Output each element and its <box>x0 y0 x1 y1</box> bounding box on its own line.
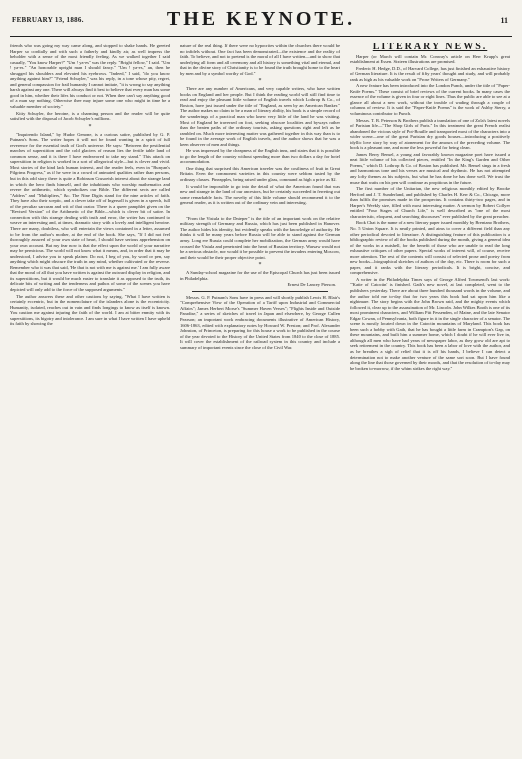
paragraph: "From the Vistula to the Dnieper" is the title of an important work on the relative military strength of Germany and Russia, which has just been published in Hanover. The author hides his identity, but evidently speaks with the knowledge of authority. He thinks it will be many years before Russia will be able to stand against the German army. Long ere Russia could complete her mobilization, the German army would have crossed the Vistula and penetrated into the heart of Russian territory. Warsaw would not be a serious obstacle, nor would it be possible to prevent the invaders entering Moscow, and their would be their proper objective point. <box>180 215 340 260</box>
paragraph: The author answers these and other cautions by saying, "What I have written is certainly eccentric, but in the nomenclature of the islanders alone is the eccentricity. Humanity, isolated, reaches out in vain and finds longings to know as itself is known. You caution me against injuring the faith of the world. I am at bitter enmity with its superstitions, its bigotry and intolerance. I am sure in what I have written I have upheld its faith by showing the <box>10 293 170 327</box>
page-number: 11 <box>500 16 508 25</box>
paragraph: It would be impossible to go into the detail of what the American found that was new and strange in the land of our ancestors, but he certainly succeeded in ferreting out some remarkable facts. The novelty of this little volume should recommend it to the general reader, as it is written out of the ordinary vein and interesting. <box>180 183 340 206</box>
paragraph: He was impressed by the cheapness of the English inns, and states that it is possible to go the length of the country without spending more than two dollars a day for hotel accommodation. <box>180 148 340 165</box>
author-signature: Ernest De Lancey Pierson. <box>287 282 336 288</box>
paragraph: Frederic H. Hedge, D.D., of Harvard College, has just finished an exhaustive history of German literature. It is the result of fifty years' thought and study, and will probably rank as high as his valuable work on "Prose Writers of Germany." <box>350 65 510 82</box>
paragraph: A Sunday-school magazine for the use of the Episcopal Church has just been issued in Philadelphia. <box>180 270 340 281</box>
issue-date: FEBRUARY 13, 1886. <box>12 16 84 24</box>
column-1 <box>10 43 170 755</box>
paragraph: Kitty Schuyler, the heroine, is a charming person and the reader will be quite satisfied with the disposal of Jacob Schuyler's millions. <box>10 110 170 122</box>
section-star-divider: * <box>258 207 262 214</box>
article-columns <box>10 37 512 755</box>
paragraph: A new feature has been introduced into the London Punch, under the title of "Paper-Knife Poems." These consist of brief reviews of the current books. In many cases the essence of the volume is given in four or eight lines. Thus the public are able to see at a glance all about a new work, without the trouble of wading through a couple of columns of review. It is said the "Paper-Knife Poems" is the work of Ashby Sterry, a voluminous contributor to Punch. <box>350 83 510 117</box>
section-star-divider: * <box>88 123 92 130</box>
paragraph: friends who was going my way came along, and stopped to shake hands. He greeted Harper so cordially and with such a fatherly and kindly air, as well impress the beholder with a sense of the most friendly feeling. As we walked together I said casually, "You know Harper?" "Um ! ya-es" was the reply. "Bright fellow," I said. "Um ! ya-es." "An honorable upright man I should fancy." "Um ! ya-es," an, then he shrugged his shoulders and elevated his eyebrows. "Indeed," I said, "do you know anything against him?" "Friend Schuyler," was his reply, in a tone whose pity, regret, and general compassion for frail humanity I cannot imitate, "it is wrong to say anything harsh against any one. There will always find it best to believe that every man has some good in him, whether their lifes his conduct or not. When thee can't say anything good of a man say nothing. Otherwise thee may injure some one who might in time be a valuable member of society." <box>10 43 170 110</box>
section-star-divider: * <box>258 262 262 269</box>
newspaper-title: THE KEYNOTE. <box>166 8 356 30</box>
paragraph: The first number of the Unitarian, the new religious monthly edited by Brooke Herford and J. T. Sunderland, and published by Charles H. Kerr & Co., Chicago, more than fulfils the promises made in the prospectus. It contains thirty-two pages, and in Harper's Weekly size, filled with most interesting matter. A sermon by Robert Collyer entitled "Four Stages of Church Life," is well described as "one of the most characteristic, eloquent, and searching discourses" ever published by the great preacher. <box>350 186 510 219</box>
column-heading: LITERARY NEWS. <box>372 43 488 52</box>
section-rule <box>192 291 328 292</box>
paragraph: One thing that surprised this American traveler was the costliness of fruit in Great Britain. Even the commonest varieties in this country were seldom tasted by the ordinary classes. Pineapples, being raised under glass, command as high a price as $2. <box>180 165 340 183</box>
section-star-divider: * <box>258 78 262 85</box>
paragraph: A writer in the Philadelphia Times says of George Alfred Townsend's last work: "'Katie of Catoctin' is finished. Gath's new novel, at last completed, went to the publishers yesterday. There are about three hundred thousand words in the volume, and the author told me to-day that for two years this book had sat upon him like a nightmare. The story begins with the John Brown raid, and the mighty events which followed it, clear up to the assassination of Mr. Lincoln. John Wilkes Booth is one of its most prominent characters, and William Pitt Fessenden, of Maine, and the late Senator Edgar Cowan, of Pennsylvania, both figure in it in the single character of a senator. The scene is mostly located down in the Catoctin mountains of Maryland. This book has been such a hobby with Gath, that he has bought a little farm in Crampton's Gap, on these mountains, and built him a summer home, which I doubt if he will ever live in, although all men who have had years of newspaper labor, as they grow old are apt to seek retirement in the country. This book has been a labor of love with the author, and as he breathes a sigh of relief that it is off his hands, I believe I can detect a determination not to make another venture of the same sort soon. But I have found along the line that those governed by their moods, and that the resolution of to-day may be broken to-morrow, if the whim strikes the right way." <box>350 276 510 371</box>
paragraph: Messrs. G. P. Putnam's Sons have in press and will shortly publish Lewis H. Blair's "Comprehensive View of the Operation of a Tariff upon Industrial and Commercial Affairs"; James Herbert Morse's "Summer Haven Verses"; "Flights Inside and Outside Paradise," a series of sketches of travel in Japan and elsewhere, by George Cullen Pearson; an important work embracing documents illustrative of American History, 1606-1863, edited with explanatory notes by Howard W. Preston; and Prof. Alexander Johnston, of Princeton, is preparing for this house a work to be published in the course of the year devoted to the History of the United States from 1840 to the close of 1885. It will cover the establishment of the railroad system in this country and include a summary of important events since the close of the Civil War. <box>180 294 340 350</box>
paragraph: Messrs. T. B. Peterson & Brothers publish a translation of one of Zola's latest novels of Parisian life—"The Shop Girls of Paris." In this treatment the great French realist abandoned the vicious style of Pot-Bouille and transported most of the characters into a wider scene—one of the great Parisian dry goods houses—introducing a positively idyllic love story by way of atonement for the amours of the preceding volume. The book is a pleasant one, and none the less powerful for being clean. <box>350 117 510 151</box>
paragraph: There are any number of Americans, and very capable writers, who have written books on England and her people. But I think the reading world will still find time to read and enjoy the pleasant little volume of English travels which Lothrop & Co., of Boston, have just issued under the title of "England, as seen by an American Banker." The author makes no claim to be a man of literary ability, his book is a simple record of the wanderings of a practical man who knew very little of the land he was visiting. Most of England he traversed on foot, seeking obscure localities and byways rather than the beaten paths of the ordinary tourists, asking questions right and left as he rambled on. Much more interesting matter was gathered together in this way than is to be found in the average work of English travels, and the author shows that he was a keen observer of men and things. <box>180 86 340 147</box>
paragraph: Harper (or March will contain Mr. Conway's article on Herr Krupp's great establishment at Essen. Sixteen illustrations are promised. <box>350 53 510 65</box>
masthead <box>10 6 512 37</box>
paragraph: James Berry Bensel, a young and favorably known magazine poet have issued a neat little volume of his collected pieces, entitled "In the King's Garden and Other Poems," which D. Lothrop & Co. of Boston has published. Mr. Bensel sings in a fresh and harmonious tone and his verses are musical and rhythmic. He has not attempted any lofty themes as his subjects, but what he has done he has done well. We trust the muse that waits on his pen will continue as propitious in the future. <box>350 151 510 185</box>
column-2 <box>180 43 340 755</box>
column-3 <box>350 43 510 755</box>
paragraph: "Inquirendo Island," by Hudor Genone, is a curious satire, published by G. P. Putnam's Sons. The writer hopes it will not be found wanting in a spirit of full reverence for the essential truth of God's universe. He says: "Between the pestilential marches of superstition and the cold glaciers of reason lies the fertile table land of common sense, and it is there I have endeavored to take my stand." This attack on superstition in religion is worked in a sort of allegorical style—but is clever and vivid. Most stories of the kind lack human interest, and the reader feels, even in "Bunyan's Pilgrims Progress," as if he were in a crowd of animated qualities rather than persons, but in this odd story there is quite a Robinson Crusoeish interest about the strange land in which the hero finds himself, and the inhabitants who worship mathematics and revere the arithmetic, which symbolizes our Bible. The different sects are called "Adders" and "Multipliers," &c. The Nine Digits stand for the nine articles of faith. They have also their sceptic, and a clever take off of Ingersoll is given in a speech, full of the peculiar sarcasm and wit of that orator. There is a queer pamphlet given on the "Revised Version" of the Arithmetic of the Bible—which is clever bit of satire. In connection with this strange dealing with truth and error, the writer has continued to weave an interesting and, at times, dramatic story with a lovely and intelligent heroine. There are many, doubtless, who will entertain the views contained in a letter, assumed to be from the author's mother, at the end of the book. She says, "If I did not feel thoroughly assured of your own state of heart, I should have serious apprehension on your own account. But my fear now is that the effect upon the world of your narrative may be pernicious. The world will not know what it means, and, in order that it may be understood, I advise you to speak plainer. Do not, I beg of you, by word or pen, say anything which might obscure the truth in any mind, whether cultivated or the reverse. Remember who it was that said, 'He that is not with me is against me.' I am fully aware that the moral of all that you have written is against the outward display in religion, and its superstitions, but it would be much easier to translate it as opposed to the truth, its delicate bits of writing and the tenderness and pathos of some of the scenes you have depicted will only add to the force of the supposed arguments." <box>10 131 170 292</box>
paragraph: nature of the real thing. If there were no hypocrites within the churches there would be no infidels without. One fact has been demonstrated—the existence and the reality of faith. To believe, and not to pretend is the moral of all I have written—and to show that underlying all form and all ceremony and all history is something vital and eternal, and that in the divine story of Christianity is to be found the truth brought home to the heart by men and by a symbol worthy of God." <box>180 43 340 76</box>
paragraph: Book Chat is the name of a new literary paper issued monthly by Brentano Brothers, No. 5 Union Square. It is neatly printed, and aims to cover a different field than any other periodical devoted to literature. A distinguishing feature of this publication is a bibliographic review of all the books published during the month, giving a general idea of the works in a nutshell, for the benefit of those who are unable to read the long exhaustive critiques of other papers. Special works of interest will, of course, receive more attention. The rest of the contents will consist of selected prose and poetry from new books—biographical sketches of authors of the day, etc. There is room for such a paper, and it ranks with the literary periodicals. It is bright, concise, and comprehensive. <box>350 220 510 276</box>
